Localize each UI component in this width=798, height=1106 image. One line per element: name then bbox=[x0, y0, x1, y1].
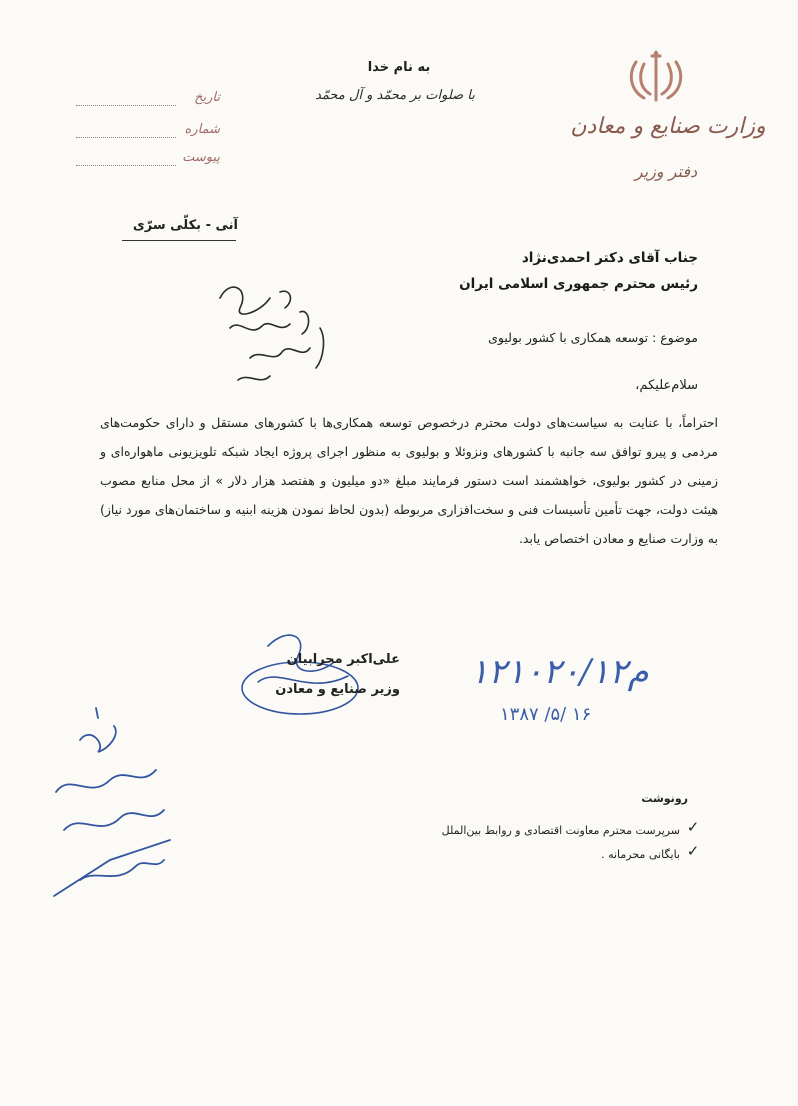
salawat-line: با صلوات بر محمّد و آل محمّد bbox=[315, 88, 475, 103]
date-label: تاریخ bbox=[194, 90, 220, 105]
signatory-name: علی‌اکبر محرابیان bbox=[286, 652, 400, 667]
registration-date: ۱۳۸۷ /۵/ ۱۶ bbox=[500, 704, 592, 725]
signature-mark bbox=[238, 626, 368, 722]
classification-label: آنی - بکلّی سرّی bbox=[132, 218, 238, 233]
addressee-name: جناب آقای دکتر احمدی‌نژاد bbox=[521, 250, 698, 266]
registration-suffix: م bbox=[627, 652, 649, 692]
registration-number-value: ۱۲۱۰۲۰/۱۲ bbox=[470, 652, 628, 692]
handwritten-referral bbox=[40, 700, 200, 910]
cc-item: سرپرست محترم معاونت اقتصادی و روابط بین‌الملل bbox=[441, 824, 680, 837]
ministry-name: وزارت صنایع و معادن bbox=[570, 114, 766, 139]
classification-underline bbox=[122, 240, 236, 241]
checkmark-icon: ✓ bbox=[686, 842, 700, 860]
registration-number bbox=[470, 652, 650, 692]
bismillah-heading: به نام خدا bbox=[367, 60, 431, 75]
greeting-text: سلام‌علیکم، bbox=[635, 378, 698, 393]
addressee-title: رئیس محترم جمهوری اسلامی ایران bbox=[459, 276, 698, 292]
emblem-icon bbox=[624, 48, 688, 104]
number-field bbox=[76, 136, 176, 138]
attachment-label: پیوست bbox=[182, 150, 220, 165]
number-label: شماره bbox=[184, 122, 220, 137]
cc-item: بایگانی محرمانه . bbox=[601, 848, 680, 861]
body-paragraph: احتراماً، با عنایت به سیاست‌های دولت محترم درخصوص توسعه همکاری‌ها با کشورهای مستقل و دارای حکومت‌های مردمی و پیرو توافق سه جانبه با کشورهای ونزوئلا و بولیوی به منظور اجرای پروژه ایجاد شبکه تلویزیونی ماهواره‌ای و زمینی در کشور بولیوی، خواهشمند است دستور فرمایند مبلغ «دو میلیون و هفتصد هزار دلار » از محل منابع مصوب هیئت دولت، جهت تأمین تأسیسات فنی و سخت‌افزاری مربوطه (بدون لحاظ نمودن هزینه ابنیه و ساختمان‌های مورد نیاز) به وزارت صنایع و معادن اختصاص یابد. bbox=[100, 415, 718, 546]
cc-title: رونوشت bbox=[641, 792, 688, 805]
attachment-field bbox=[76, 164, 176, 166]
signatory-title: وزیر صنایع و معادن bbox=[275, 682, 400, 697]
checkmark-icon: ✓ bbox=[686, 818, 700, 836]
handwritten-note bbox=[190, 268, 350, 398]
subject-line: موضوع : توسعه همکاری با کشور بولیوی bbox=[488, 330, 698, 345]
date-field bbox=[76, 104, 176, 106]
office-name: دفتر وزیر bbox=[634, 162, 698, 181]
